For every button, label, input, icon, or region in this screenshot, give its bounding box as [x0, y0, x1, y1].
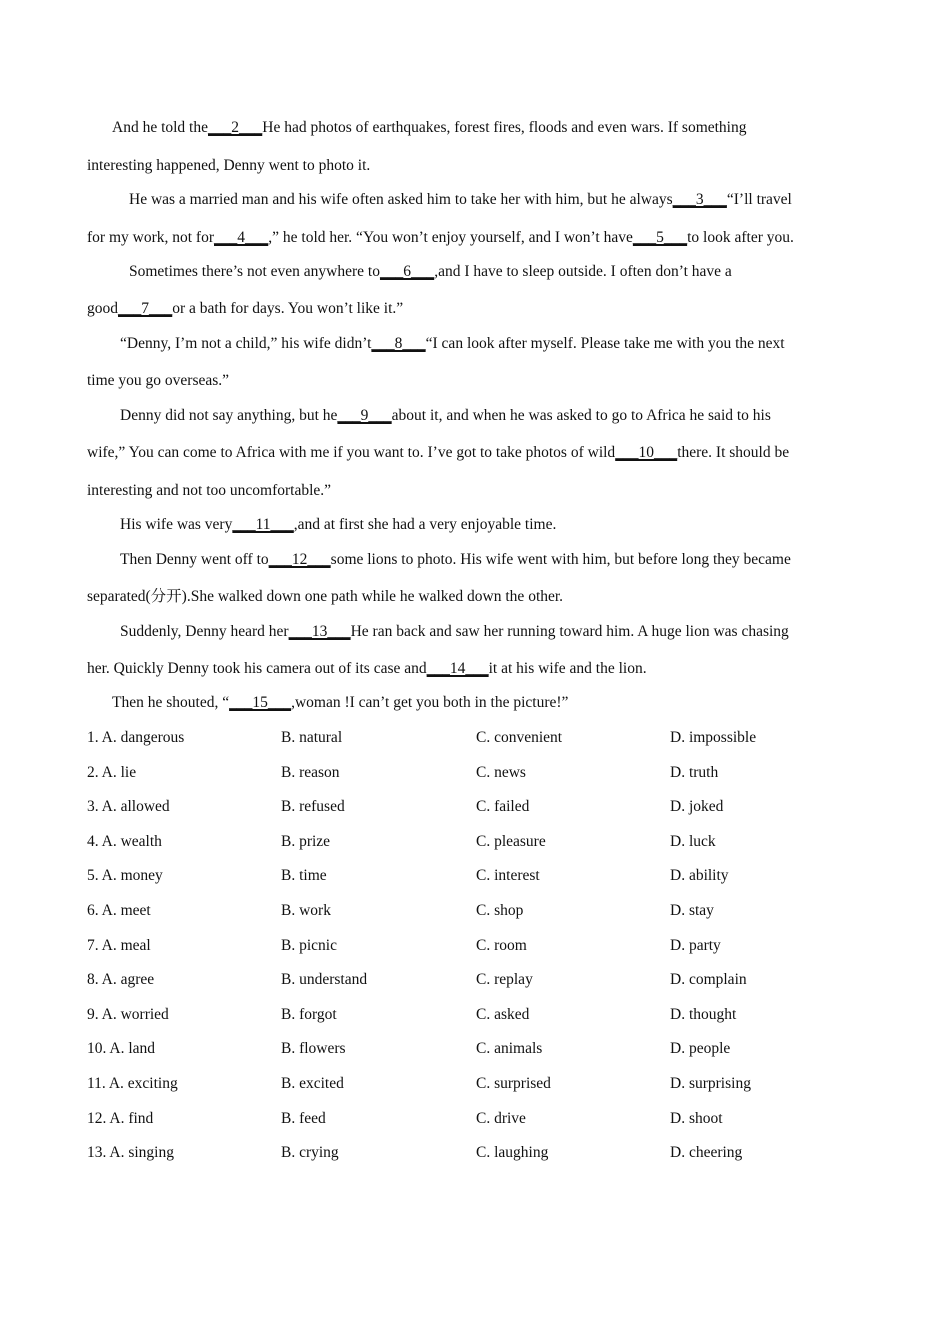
option-choice: C. failed: [476, 798, 530, 816]
option-row: [87, 797, 867, 832]
passage-text: interesting happened, Denny went to photo it.: [87, 157, 371, 174]
passage-line: [87, 481, 331, 501]
option-choice: D. ability: [670, 867, 729, 885]
passage-line: [120, 406, 771, 426]
option-choice: D. impossible: [670, 729, 757, 746]
blank-number: ___9___: [337, 407, 392, 424]
option-choice: 7. A. meal: [87, 936, 151, 954]
passage-text: wife,” You can come to Africa with me if you want to. I’ve got to take photos of wild: [87, 444, 616, 461]
passage-text: separated(分开).She walked down one path while he walked down the other.: [87, 588, 564, 605]
option-choice: 9. A. worried: [87, 1005, 169, 1023]
option-choice: D. complain: [670, 971, 747, 989]
passage-line: [87, 587, 563, 607]
passage-line: [112, 118, 747, 138]
passage-text: there. It should be: [677, 444, 790, 461]
passage-text: Then he shouted, “: [112, 694, 230, 711]
passage-text: Then Denny went off to: [120, 551, 269, 568]
blank-number: ___14___: [426, 660, 489, 677]
option-row: [87, 1109, 867, 1144]
option-choice: C. news: [476, 763, 526, 781]
blank-number: ___11___: [232, 516, 294, 533]
passage-line: [120, 515, 556, 535]
option-row: [87, 832, 867, 867]
option-choice: B. understand: [281, 971, 368, 989]
option-choice: C. asked: [476, 1005, 530, 1023]
option-choice: 12. A. find: [87, 1109, 154, 1127]
option-choice: B. work: [281, 901, 331, 919]
passage-text: ,and I have to sleep outside. I often don’t have a: [434, 263, 732, 280]
passage-line: [87, 659, 647, 679]
option-choice: B. time: [281, 867, 327, 885]
passage-text: “I can look after myself. Please take me with you the next: [425, 335, 785, 352]
option-row: [87, 866, 867, 901]
option-choice: C. laughing: [476, 1144, 549, 1162]
option-choice: C. pleasure: [476, 832, 546, 850]
blank-number: ___6___: [379, 263, 435, 280]
passage-text: ,woman !I can’t get you both in the picture!”: [291, 694, 569, 711]
option-choice: B. crying: [281, 1144, 339, 1162]
option-choice: C. room: [476, 936, 527, 954]
option-choice: 5. A. money: [87, 867, 163, 885]
option-row: [87, 763, 867, 798]
passage-text: Suddenly, Denny heard her: [120, 623, 289, 640]
option-choice: C. surprised: [476, 1074, 551, 1092]
option-choice: C. drive: [476, 1109, 526, 1127]
option-choice: B. feed: [281, 1109, 326, 1127]
passage-text: time you go overseas.”: [87, 372, 230, 389]
option-row: [87, 936, 867, 971]
option-choice: D. cheering: [670, 1144, 743, 1162]
option-row: [87, 1074, 867, 1109]
option-choice: 1. A. dangerous: [87, 729, 185, 746]
passage-line: [120, 334, 785, 354]
option-row: [87, 1143, 867, 1178]
option-choice: D. luck: [670, 832, 716, 850]
passage-line: [87, 443, 789, 463]
blank-number: ___10___: [615, 444, 678, 461]
passage-text: about it, and when he was asked to go to Africa he said to his: [391, 407, 771, 424]
option-choice: 13. A. singing: [87, 1144, 174, 1162]
option-choice: C. shop: [476, 901, 524, 919]
passage-text: He had photos of earthquakes, forest fires, floods and even wars. If something: [262, 119, 747, 136]
passage-line: [87, 156, 370, 176]
passage-line: [129, 190, 792, 210]
option-row: [87, 970, 867, 1005]
option-choice: D. surprising: [670, 1074, 751, 1092]
option-row: [87, 1039, 867, 1074]
option-choice: 2. A. lie: [87, 763, 137, 781]
blank-number: ___13___: [288, 623, 351, 640]
option-choice: D. truth: [670, 763, 719, 781]
blank-number: ___12___: [268, 551, 331, 568]
blank-number: ___4___: [214, 229, 269, 246]
passage-text: His wife was very: [120, 516, 233, 533]
option-choice: D. stay: [670, 901, 714, 919]
passage-text: He was a married man and his wife often asked him to take her with him, but he always: [129, 191, 673, 208]
passage-text: good: [87, 300, 118, 317]
option-choice: D. party: [670, 936, 721, 954]
option-choice: C. replay: [476, 971, 533, 989]
passage-text: ,” he told her. “You won’t enjoy yourself, and I won’t have: [268, 229, 633, 246]
passage-text: some lions to photo. His wife went with him, but before long they became: [330, 551, 791, 568]
passage-line: [87, 299, 403, 319]
passage-line: [112, 693, 568, 713]
option-choice: 8. A. agree: [87, 971, 155, 989]
option-choice: B. prize: [281, 832, 331, 850]
option-choice: D. shoot: [670, 1109, 723, 1127]
blank-number: ___3___: [672, 191, 727, 208]
passage-text: it at his wife and the lion.: [488, 660, 647, 677]
option-choice: D. people: [670, 1040, 731, 1058]
blank-number: ___8___: [371, 335, 426, 352]
passage-line: [129, 262, 732, 282]
option-row: [87, 901, 867, 936]
passage-text: her. Quickly Denny took his camera out of its case and: [87, 660, 427, 677]
option-choice: B. excited: [281, 1074, 344, 1092]
blank-number: ___2___: [208, 119, 263, 136]
blank-number: ___7___: [118, 300, 173, 317]
passage-text: “Denny, I’m not a child,” his wife didn’t: [120, 335, 372, 352]
option-choice: B. refused: [281, 798, 345, 816]
blank-number: ___5___: [632, 229, 688, 246]
passage-text: interesting and not too uncomfortable.”: [87, 482, 332, 499]
passage-line: [87, 371, 229, 391]
passage-text: or a bath for days. You won’t like it.”: [172, 300, 404, 317]
passage-text: to look after you.: [687, 229, 794, 246]
option-choice: 10. A. land: [87, 1040, 156, 1058]
passage-text: for my work, not for: [87, 229, 214, 246]
option-choice: D. joked: [670, 798, 724, 816]
option-row: [87, 728, 867, 763]
option-choice: 4. A. wealth: [87, 832, 162, 850]
passage-text: Denny did not say anything, but he: [120, 407, 338, 424]
passage-text: He ran back and saw her running toward him. A huge lion was chasing: [350, 623, 789, 640]
option-choice: D. thought: [670, 1005, 737, 1023]
passage-text: “I’ll travel: [726, 191, 792, 208]
blank-number: ___15___: [229, 694, 292, 711]
option-choice: B. reason: [281, 763, 340, 781]
option-row: [87, 1005, 867, 1040]
option-choice: B. natural: [281, 729, 343, 746]
passage-line: [87, 228, 794, 248]
option-choice: C. animals: [476, 1040, 543, 1058]
passage-line: [120, 622, 789, 642]
passage-text: ,and at first she had a very enjoyable time.: [293, 516, 557, 533]
answer-options: [87, 728, 867, 1178]
option-choice: B. flowers: [281, 1040, 346, 1058]
passage-line: [120, 550, 791, 570]
option-choice: B. forgot: [281, 1005, 337, 1023]
option-choice: 11. A. exciting: [87, 1074, 178, 1092]
option-choice: C. interest: [476, 867, 540, 885]
passage-text: Sometimes there’s not even anywhere to: [129, 263, 380, 280]
option-choice: C. convenient: [476, 729, 563, 746]
option-choice: 3. A. allowed: [87, 798, 170, 816]
passage-text: And he told the: [112, 119, 208, 136]
option-choice: B. picnic: [281, 936, 337, 954]
option-choice: 6. A. meet: [87, 901, 151, 919]
